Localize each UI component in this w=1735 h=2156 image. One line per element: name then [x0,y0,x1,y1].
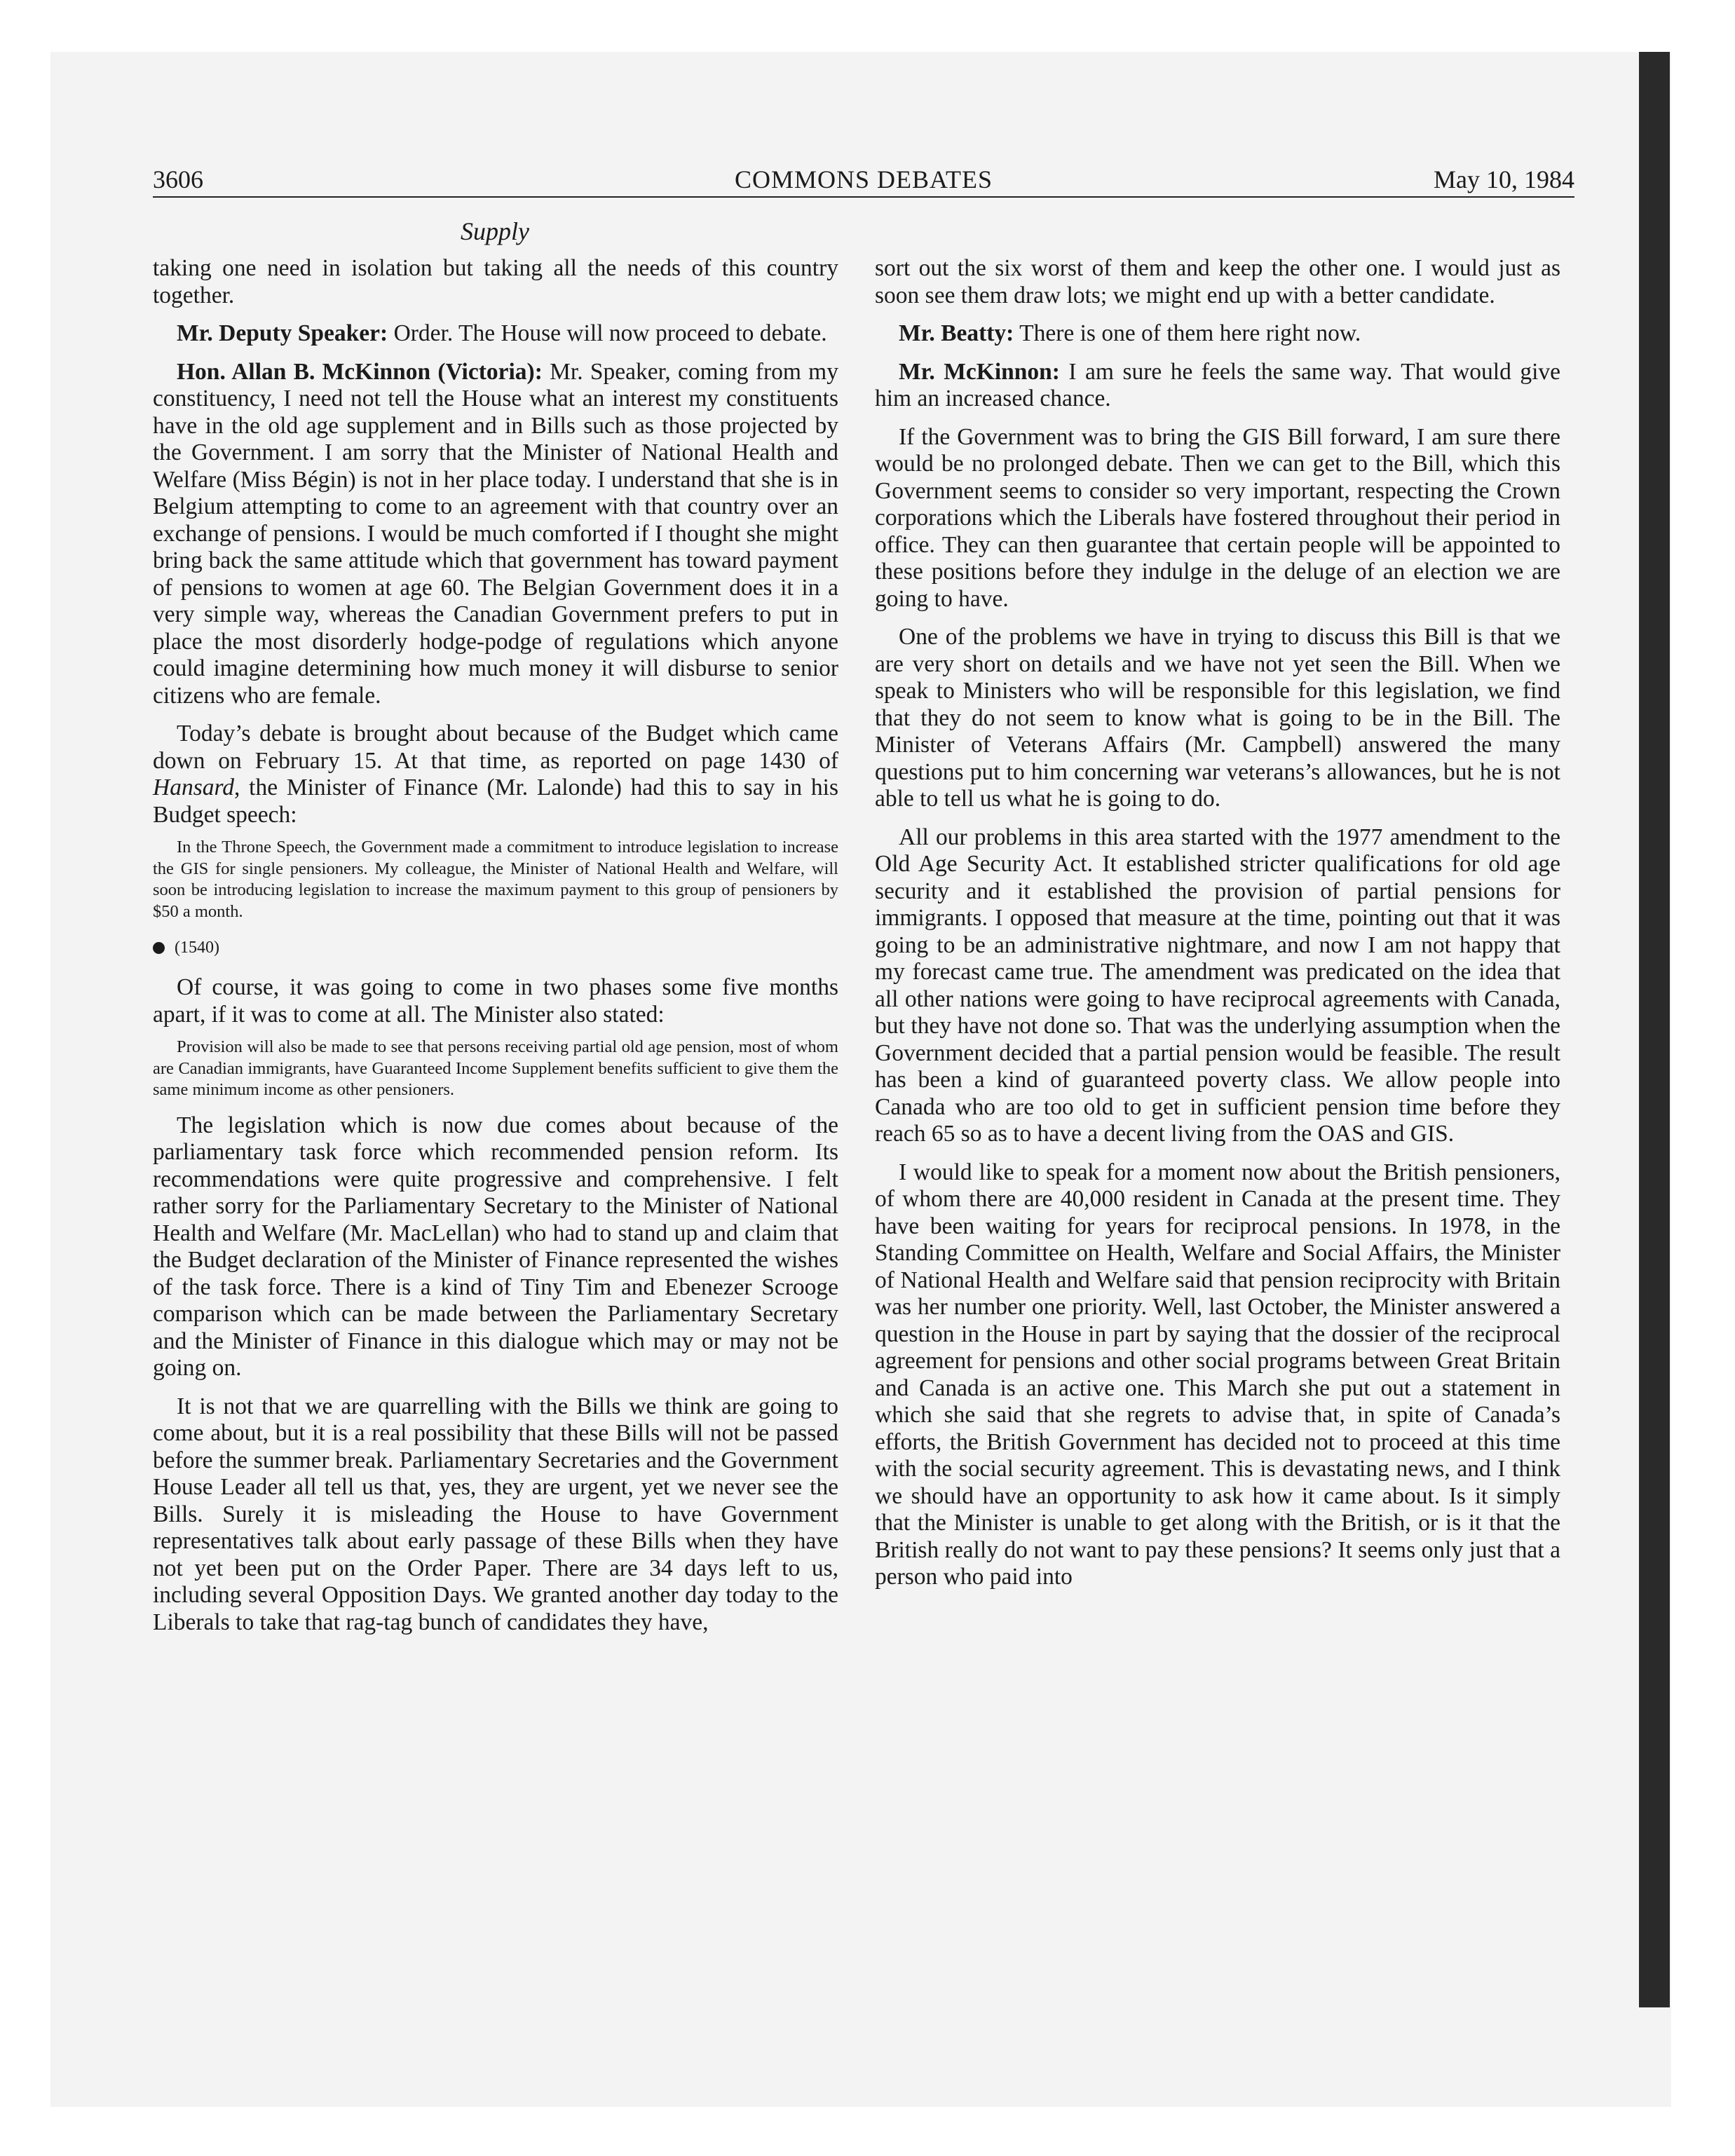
paragraph: taking one need in isolation but taking all the needs of this country together. [153,255,838,308]
right-column [875,255,1560,1591]
speech [875,320,1560,348]
paragraph: Of course, it was going to come in two phases some five months apart, if it was to come at all. The Minister also stated: [153,974,838,1028]
paragraph: I would like to speak for a moment now about the British pensioners, of whom there are 40,000 resident in Canada at the present time. They have been waiting for years for reciprocal pensions. In 1978, in the Standing Committee on Health, Welfare and Social Affairs, the Minister of National Health and Welfare said that pension reciprocity with Britain was her number one priority. Well, last October, the Minister answered a question in the House in part by saying that the dossier of the reciprocal agreement for pensions and other social programs between Great Britain and Canada is an active one. This March she put out a statement in which she said that she regrets to advise that, in spite of Canada’s efforts, the British Government has decided not to proceed at this time with the social security agreement. This is devastating news, and I think we should have an opportunity to ask how it came about. Is it simply that the Minister is unable to get along with the British, or is it that the British really do not want to pay these pensions? It seems only just that a person who paid into [875,1159,1560,1590]
page-number: 3606 [153,165,203,193]
paragraph-text: , the Minister of Finance (Mr. Lalonde) had this to say in his Budget speech: [153,775,838,828]
speech-text: I am sure he feels the same way. That would give him an increased chance. [875,358,1560,411]
paragraph: sort out the six worst of them and keep the other one. I would just as soon see them draw lots; we might end up with a better candidate. [875,255,1560,308]
paragraph: One of the problems we have in trying to discuss this Bill is that we are very short on details and we have not yet seen the Bill. When we speak to Ministers who will be responsible for this legislation, we find that they do not seem to know what is going to be in the Bill. The Minister of Veterans Affairs (Mr. Campbell) answered the many questions put to him concerning war veterans’s allowances, but he is not able to tell us what he is going to do. [875,624,1560,812]
speech [153,359,838,710]
budget-quote: In the Throne Speech, the Government made a commitment to introduce legislation to increase the GIS for single pensioners. My colleague, the Minister of National Health and Welfare, will soon be introducing legislation to increase the maximum payment to this group of pensioners by $50 a month. [153,838,838,921]
paragraph [153,721,838,828]
paragraph: The legislation which is now due comes about because of the parliamentary task force which recommended pension reform. Its recommendations were quite progressive and comprehensive. I felt rather sorry for the Parliamentary Secretary to the Minister of National Health and Welfare (Mr. MacLellan) who had to stand up and claim that the Budget declaration of the Minister of Finance represented the wishes of the task force. There is a kind of Tiny Tim and Ebenezer Scrooge comparison which can be made between the Parliamentary Secretary and the Minister of Finance in this dialogue which may or may not be going on. [153,1112,838,1381]
header-rule [153,196,1574,198]
speaker-name: Mr. McKinnon: [899,358,1060,385]
section-title: Supply [461,217,529,245]
speaker-name: Mr. Beatty: [899,320,1014,346]
scan-edge-shadow [1639,52,1670,2007]
speech-text: Mr. Speaker, coming from my constituency, I need not tell the House what an interest my constituents have in the old age supplement and in Bills such as those projected by the Government. I am sorry that the Minister of National Health and Welfare (Miss Bégin) is not in her place today. I understand that she is in Belgium attempting to come to an agreement with that country over an exchange of pensions. I would be much comforted if I thought she might bring back the same attitude which that government has toward payment of pensions to women at age 60. The Belgian Government does it in a very simple way, whereas the Canadian Government prefers to put in place the most disorderly hodge-podge of regulations which anyone could imagine determining how much money it will disburse to senior citizens who are female. [153,358,838,709]
paragraph: It is not that we are quarrelling with the Bills we think are going to come about, but it is a real possibility that these Bills will not be passed before the summer break. Parliamentary Secretaries and the Government House Leader all tell us that, yes, they are urgent, yet we never see the Bills. Surely it is misleading the House to have Government representatives talk about early passage of these Bills when they have not yet been put on the Order Paper. There are 34 days left to us, including several Opposition Days. We granted another day today to the Liberals to take that rag-tag bunch of candidates they have, [153,1393,838,1635]
hansard-italic: Hansard [153,775,235,800]
speech [875,359,1560,413]
publication-date: May 10, 1984 [1434,165,1574,193]
speaker-name: Hon. Allan B. McKinnon (Victoria): [177,358,543,385]
paragraph-text: Today’s debate is brought about because of the Budget which came down on February 15. At that time, as reported on page 1430 of [153,721,838,774]
bullet-dot-icon [153,942,165,954]
time-marker [153,936,838,959]
page-header [153,163,1574,198]
speech-text: There is one of them here right now. [1014,320,1361,346]
speech [153,320,838,348]
paragraph: All our problems in this area started with the 1977 amendment to the Old Age Security Act. It established stricter qualifications for old age security and it established the provision of partial pensions for immigrants. I opposed that measure at the time, pointing out that it was going to be an administrative nightmare, and now I am not happy that my forecast came true. The amendment was predicated on the idea that all other nations were going to have reciprocal agreements with Canada, but they have not done so. That was the underlying assumption when the Government decided that a partial pension would be feasible. The result has been a kind of guaranteed poverty class. We allow people into Canada who are too old to get in sufficient pension time before they reach 65 so as to have a decent living from the OAS and GIS. [875,824,1560,1147]
publication-title: COMMONS DEBATES [734,165,993,193]
minister-quote: Provision will also be made to see that persons receiving partial old age pension, most of whom are Canadian immigrants, have Guaranteed Income Supplement benefits sufficient to give them the same minimum income as other pensioners. [153,1037,838,1099]
time-marker-text: (1540) [175,939,219,957]
paragraph: If the Government was to bring the GIS Bill forward, I am sure there would be no prolonged debate. Then we can get to the Bill, which this Government seems to consider so very important, respecting the Crown corporations which the Liberals have fostered throughout their period in office. They can then guarantee that certain people will be appointed to these positions before they indulge in the deluge of an election we are going to have. [875,423,1560,612]
left-column [153,255,838,1636]
speaker-name: Mr. Deputy Speaker: [177,320,388,346]
speech-text: Order. The House will now proceed to debate. [388,320,827,346]
